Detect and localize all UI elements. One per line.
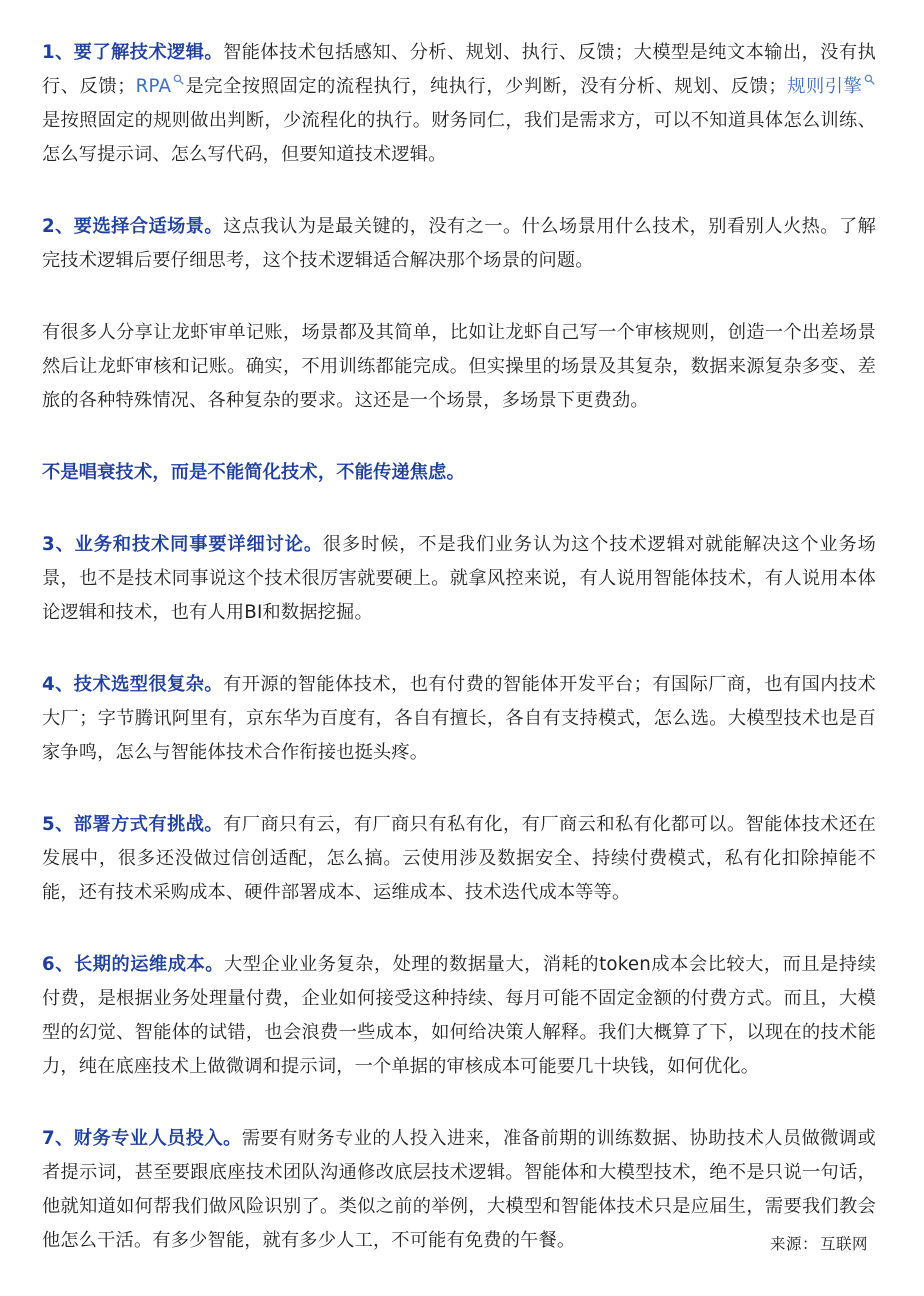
paragraph-7	[42, 808, 876, 910]
paragraph-5	[42, 528, 876, 630]
section-heading-4: 4、技术选型很复杂。	[42, 674, 224, 695]
highlight-statement: 不是唱衰技术，而是不能简化技术，不能传递焦虑。	[42, 462, 465, 483]
paragraph-3-text: 有很多人分享让龙虾审单记账，场景都及其简单，比如让龙虾自己写一个审核规则，创造一个出差场景然后让龙虾审核和记账。确实，不用训练都能完成。但实操里的场景及其复杂，数据来源复杂多变、差旅的各种特殊情况、各种复杂的要求。这还是一个场景，多场景下更费劲。	[42, 322, 876, 411]
paragraph-1-text-c: 是按照固定的规则做出判断，少流程化的执行。财务同仁，我们是需求方，可以不知道具体怎么训练、怎么写提示词、怎么写代码，但要知道技术逻辑。	[42, 110, 876, 165]
paragraph-1	[42, 36, 876, 172]
paragraph-8	[42, 948, 876, 1084]
paragraph-9	[42, 1122, 876, 1258]
paragraph-1-text-a: 智能体技术包括感知、分析、规划、执行、反馈；大模型是纯文本输出，没有执行、反馈；	[42, 42, 876, 97]
keyword-link-rpa[interactable]	[136, 76, 185, 97]
source-credit	[768, 1233, 868, 1255]
section-heading-2: 2、要选择合适场景。	[42, 216, 224, 237]
paragraph-7-text: 有厂商只有云，有厂商只有私有化，有厂商云和私有化都可以。智能体技术还在发展中，很多还没做过信创适配，怎么搞。云使用涉及数据安全、持续付费模式，私有化扣除掉能不能，还有技术采购成本、硬件部署成本、运维成本、技术迭代成本等等。	[42, 814, 876, 903]
article-body	[42, 36, 876, 1296]
keyword-link-rule-engine[interactable]	[787, 76, 876, 97]
section-heading-1: 1、要了解技术逻辑。	[42, 42, 224, 63]
keyword-link-rpa-label: RPA	[135, 76, 172, 97]
search-icon	[173, 74, 184, 85]
paragraph-2	[42, 210, 876, 278]
paragraph-1-text-b: 是完全按照固定的流程执行，纯执行，少判断，没有分析、规划、反馈；	[185, 76, 787, 97]
section-heading-5: 5、部署方式有挑战。	[42, 814, 224, 835]
paragraph-2-text: 这点我认为是最关键的，没有之一。什么场景用什么技术，别看别人火热。了解完技术逻辑后要仔细思考，这个技术逻辑适合解决那个场景的问题。	[42, 216, 876, 271]
source-value: 互联网	[819, 1235, 868, 1253]
source-label: 来源：	[769, 1235, 818, 1253]
paragraph-6	[42, 668, 876, 770]
paragraph-8-text: 大型企业业务复杂，处理的数据量大，消耗的token成本会比较大，而且是持续付费，是根据业务处理量付费，企业如何接受这种持续、每月可能不固定金额的付费方式。而且，大模型的幻觉、智能体的试错，也会浪费一些成本，如何给决策人解释。我们大概算了下，以现在的技术能力，纯在底座技术上做微调和提示词，一个单据的审核成本可能要几十块钱，如何优化。	[42, 954, 877, 1077]
paragraph-6-text: 有开源的智能体技术，也有付费的智能体开发平台；有国际厂商，也有国内技术大厂；字节腾讯阿里有，京东华为百度有，各自有擅长，各自有支持模式，怎么选。大模型技术也是百家争鸣，怎么与智能体技术合作衔接也挺头疼。	[42, 674, 876, 763]
section-heading-3: 3、业务和技术同事要详细讨论。	[42, 534, 323, 555]
section-heading-7: 7、财务专业人员投入。	[42, 1128, 242, 1149]
paragraph-4	[42, 456, 876, 490]
section-heading-6: 6、长期的运维成本。	[42, 954, 225, 975]
paragraph-5-text: 很多时候，不是我们业务认为这个技术逻辑对就能解决这个业务场景，也不是技术同事说这个技术很厉害就要硬上。就拿风控来说，有人说用智能体技术，有人说用本体论逻辑和技术，也有人用BI和数据挖掘。	[42, 534, 877, 623]
paragraph-3	[42, 316, 876, 418]
paragraph-9-text: 需要有财务专业的人投入进来，准备前期的训练数据、协助技术人员做微调或者提示词，甚至要跟底座技术团队沟通修改底层技术逻辑。智能体和大模型技术，绝不是只说一句话，他就知道如何帮我们做风险识别了。类似之前的举例，大模型和智能体技术只是应届生，需要我们教会他怎么干活。有多少智能，就有多少人工，不可能有免费的午餐。	[42, 1128, 876, 1251]
keyword-link-rule-engine-label: 规则引擎	[786, 76, 862, 97]
search-icon	[864, 74, 875, 85]
